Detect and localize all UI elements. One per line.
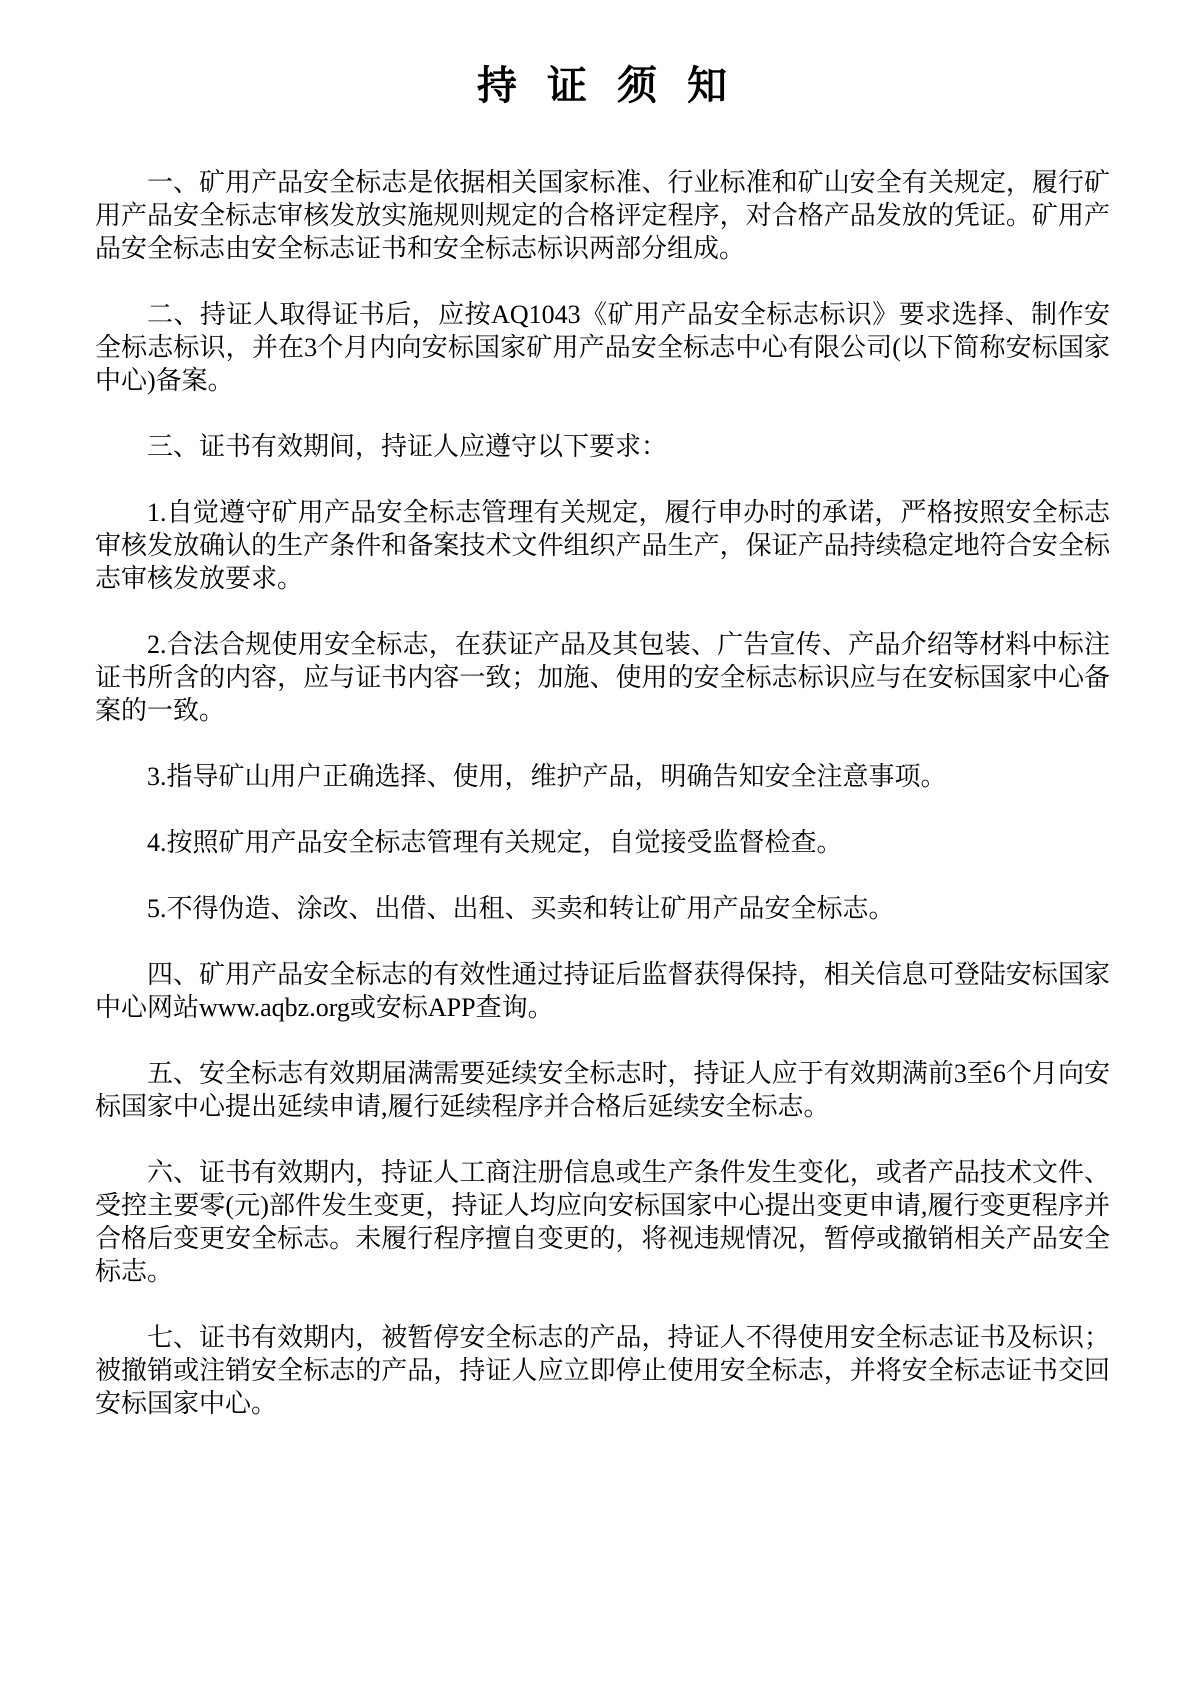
page-title: 持 证 须 知	[477, 63, 728, 108]
paragraph-7: 七、证书有效期内，被暂停安全标志的产品，持证人不得使用安全标志证书及标识；被撤销或注销安全标志的产品，持证人应立即停止使用安全标志，并将安全标志证书交回安标国家中心。	[95, 1323, 1110, 1418]
paragraph-3: 三、证书有效期间，持证人应遵守以下要求：	[147, 432, 668, 461]
paragraph-6: 六、证书有效期内，持证人工商注册信息或生产条件发生变化，或者产品技术文件、受控主要零(元)部件发生变更，持证人均应向安标国家中心提出变更申请,履行变更程序并合格后变更安全标志。未履行程序擅自变更的，将视违规情况，暂停或撤销相关产品安全标志。	[95, 1158, 1110, 1286]
paragraph-2: 二、持证人取得证书后，应按AQ1043《矿用产品安全标志标识》要求选择、制作安全标志标识，并在3个月内向安标国家矿用产品安全标志中心有限公司(以下简称安标国家中心)备案。	[95, 300, 1110, 395]
document-body	[95, 166, 1110, 1420]
paragraph-4: 四、矿用产品安全标志的有效性通过持证后监督获得保持，相关信息可登陆安标国家中心网站www.aqbz.org或安标APP查询。	[95, 960, 1110, 1022]
paragraph-3-item-5: 5.不得伪造、涂改、出借、出租、买卖和转让矿用产品安全标志。	[147, 894, 895, 923]
paragraph-3-item-4: 4.按照矿用产品安全标志管理有关规定，自觉接受监督检查。	[147, 828, 843, 857]
paragraph-5: 五、安全标志有效期届满需要延续安全标志时，持证人应于有效期满前3至6个月向安标国家中心提出延续申请,履行延续程序并合格后延续安全标志。	[95, 1059, 1110, 1121]
paragraph-1: 一、矿用产品安全标志是依据相关国家标准、行业标准和矿山安全有关规定，履行矿用产品安全标志审核发放实施规则规定的合格评定程序，对合格产品发放的凭证。矿用产品安全标志由安全标志证书和安全标志标识两部分组成。	[95, 168, 1110, 263]
paragraph-3-item-2: 2.合法合规使用安全标志，在获证产品及其包装、广告宣传、产品介绍等材料中标注证书所含的内容，应与证书内容一致；加施、使用的安全标志标识应与在安标国家中心备案的一致。	[95, 630, 1110, 725]
paragraph-3-item-1: 1.自觉遵守矿用产品安全标志管理有关规定，履行申办时的承诺，严格按照安全标志审核发放确认的生产条件和备案技术文件组织产品生产，保证产品持续稳定地符合安全标志审核发放要求。	[95, 498, 1110, 593]
paragraph-3-item-3: 3.指导矿山用户正确选择、使用，维护产品，明确告知安全注意事项。	[147, 762, 947, 791]
